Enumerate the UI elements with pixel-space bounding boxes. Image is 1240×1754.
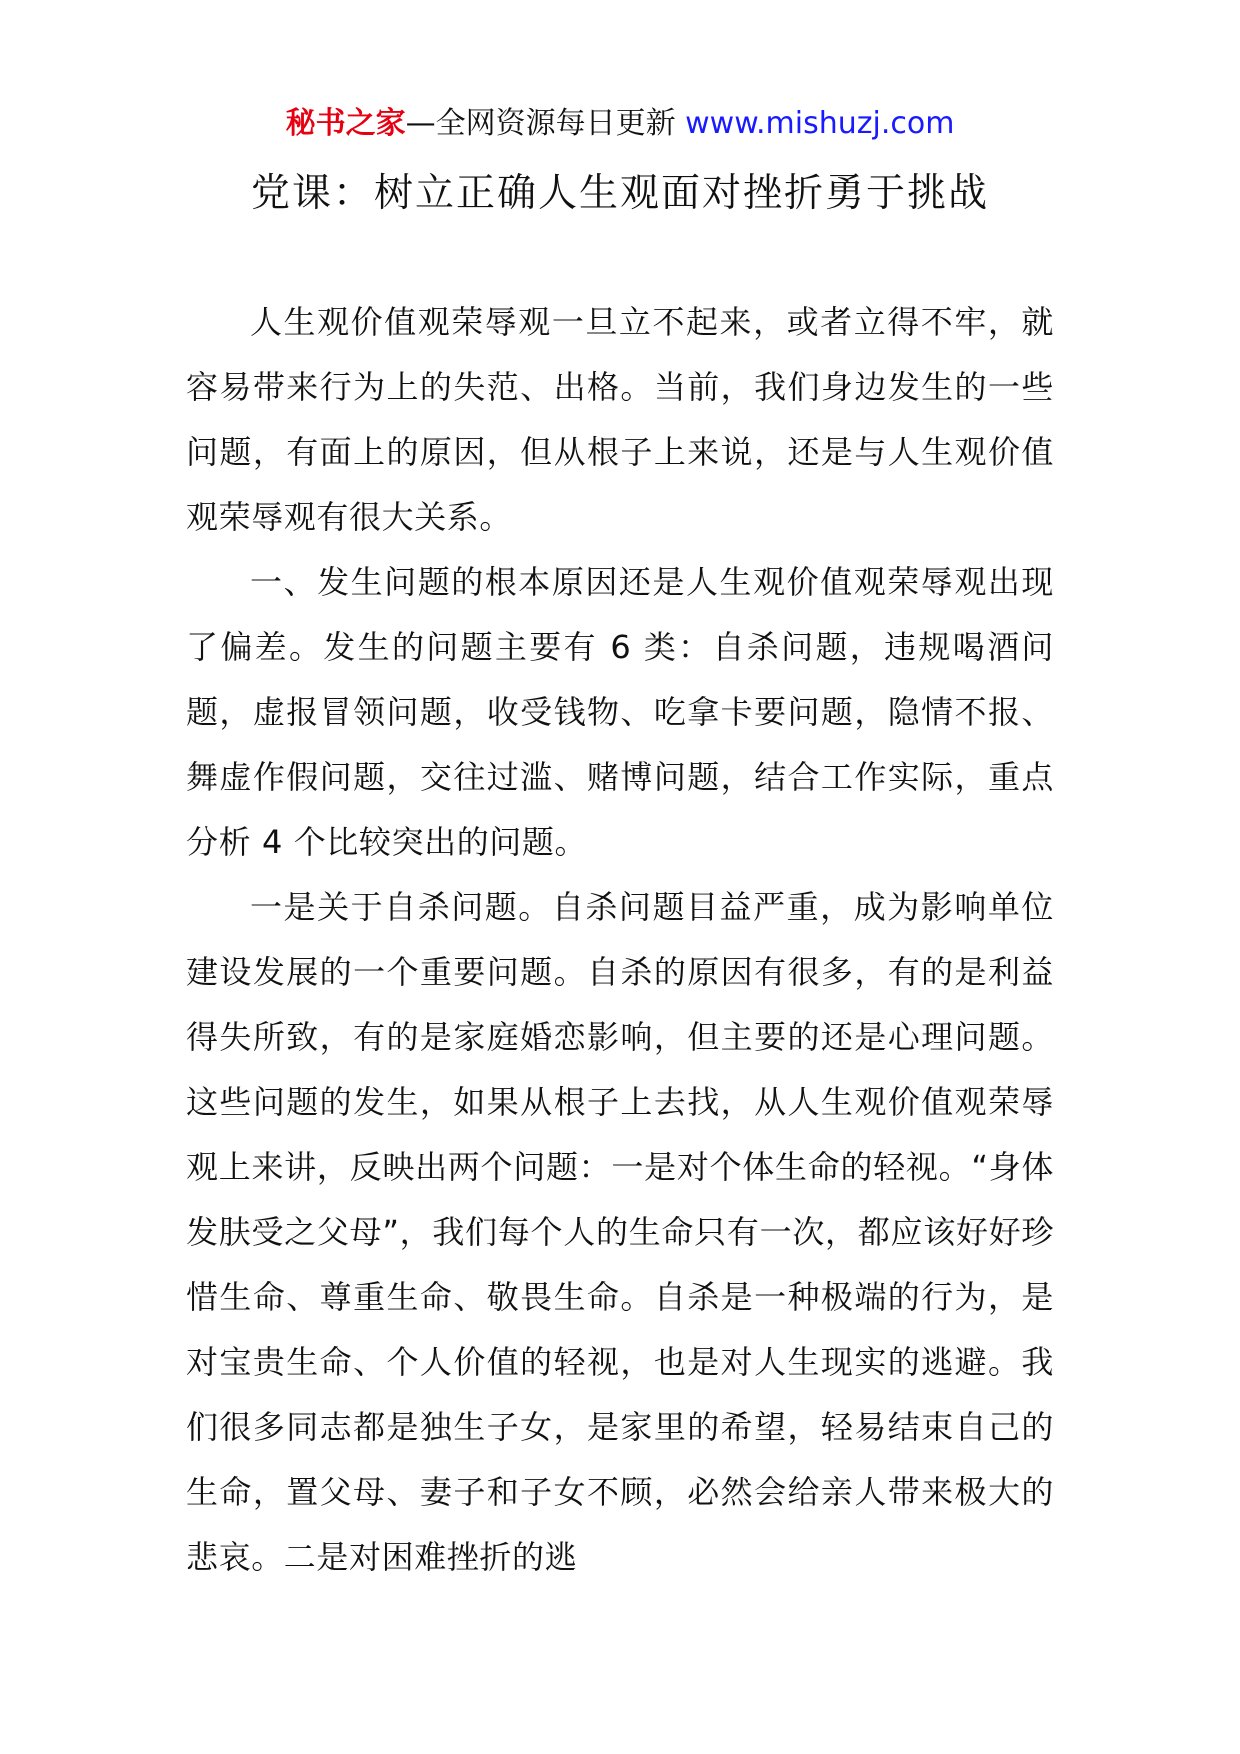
paragraph: 一、发生问题的根本原因还是人生观价值观荣辱观出现了偏差。发生的问题主要有 6 类：自杀问题，违规喝酒问题，虚报冒领问题，收受钱物、吃拿卡要问题，隐情不报、舞虚作假问题，交往过滥、赌博问题，结合工作实际，重点分析 4 个比较突出的问题。 [186,563,1054,861]
site-header [0,104,1240,144]
document-body [186,290,1054,1590]
paragraph: 人生观价值观荣辱观一旦立不起来，或者立得不牢，就容易带来行为上的失范、出格。当前，我们身边发生的一些问题，有面上的原因，但从根子上来说，还是与人生观价值观荣辱观有很大关系。 [186,303,1054,536]
header-tagline: —全网资源每日更新 [405,106,676,141]
document-title: 党课：树立正确人生观面对挫折勇于挑战 [250,171,989,216]
brand-name: 秘书之家 [285,106,406,141]
site-url-link[interactable]: www.mishuzj.com [685,106,955,141]
paragraph: 一是关于自杀问题。自杀问题目益严重，成为影响单位建设发展的一个重要问题。自杀的原因有很多，有的是利益得失所致，有的是家庭婚恋影响，但主要的还是心理问题。这些问题的发生，如果从根子上去找，从人生观价值观荣辱观上来讲，反映出两个问题：一是对个体生命的轻视。“身体发肤受之父母”，我们每个人的生命只有一次，都应该好好珍惜生命、尊重生命、敬畏生命。自杀是一种极端的行为，是对宝贵生命、个人价值的轻视，也是对人生现实的逃避。我们很多同志都是独生子女，是家里的希望，轻易结束自己的生命，置父母、妻子和子女不顾，必然会给亲人带来极大的悲哀。二是对困难挫折的逃 [186,888,1054,1576]
